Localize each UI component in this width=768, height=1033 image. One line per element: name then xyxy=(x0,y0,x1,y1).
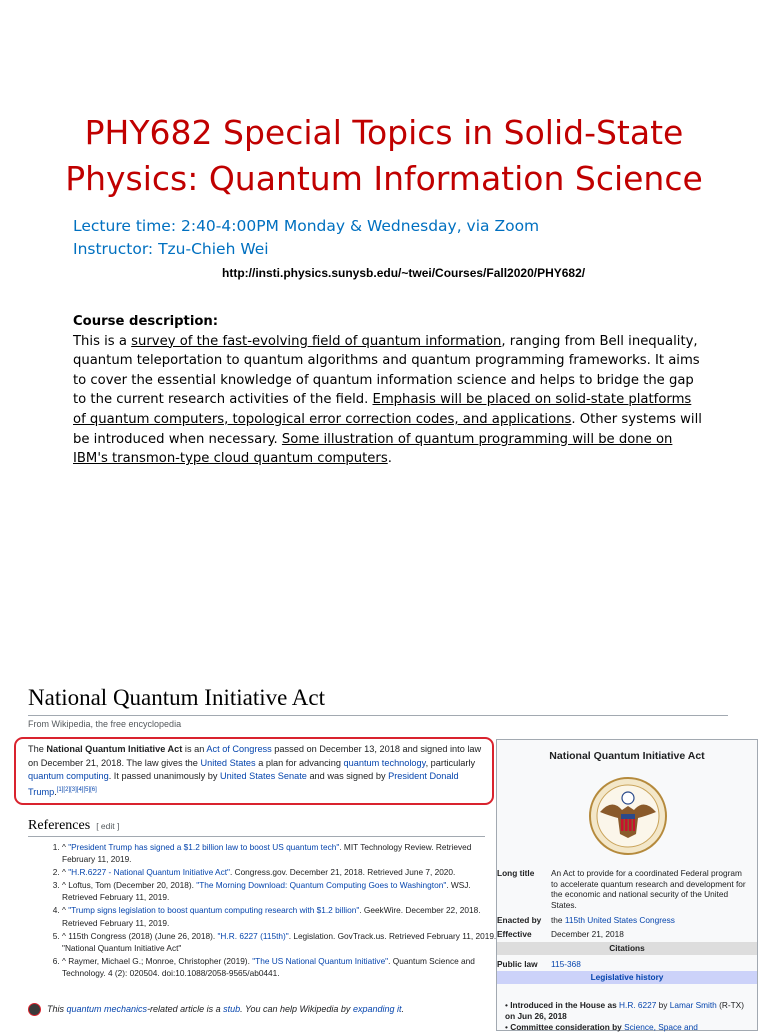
ref-text: ^ xyxy=(62,867,69,878)
history-text: on Jun 26, 2018 xyxy=(505,1011,567,1021)
lead-text: , particularly xyxy=(425,757,476,768)
wiki-lead-paragraph xyxy=(28,743,482,799)
reference-item xyxy=(62,879,502,903)
stub-text: This xyxy=(47,1003,67,1014)
history-item: • Introduced in the House as H.R. 6227 by Lamar Smith (R-TX) on Jun 26, 2018 xyxy=(505,1000,744,1021)
infobox-label: Enacted by xyxy=(497,915,542,925)
history-text: Introduced in the House as xyxy=(510,1000,620,1010)
references-edit-link[interactable]: [ edit ] xyxy=(96,821,120,831)
history-text: Committee consideration by xyxy=(510,1022,625,1032)
reference-item xyxy=(62,955,502,979)
link-us-senate[interactable]: United States Senate xyxy=(220,771,307,781)
infobox-value xyxy=(551,915,751,926)
ref-text: . Quantum Science and Technology. 4 (2): 020504. doi:10.1088/2058-9565/ab0441. xyxy=(62,955,475,978)
reference-item xyxy=(62,866,502,878)
ref-text: . WSJ. Retrieved February 11, 2019. xyxy=(62,880,471,903)
reference-item xyxy=(62,841,502,865)
reference-item xyxy=(62,904,502,928)
infobox-citations-band: Citations xyxy=(497,942,757,955)
course-description-body xyxy=(73,332,703,469)
link-act-of-congress[interactable]: Act of Congress xyxy=(206,744,272,754)
citation-links[interactable]: [1][2][3][4][5][6] xyxy=(56,786,97,793)
lecture-time: Lecture time: 2:40-4:00PM Monday & Wednesday, via Zoom xyxy=(73,217,540,235)
desc-underlined: Some illustration of quantum programming will be done on IBM's transmon-type cloud quantum computers xyxy=(73,431,673,467)
stub-text: . You can help Wikipedia by xyxy=(240,1003,353,1014)
infobox-value: December 21, 2018 xyxy=(551,929,624,939)
ref-text: ^ Raymer, Michael G.; Monroe, Christopher (2019). xyxy=(62,955,253,966)
wiki-article-title: National Quantum Initiative Act xyxy=(28,685,326,710)
ref-link[interactable]: "H.R. 6227 (115th)" xyxy=(217,930,289,941)
desc-text: . xyxy=(387,451,392,467)
link-expanding-it[interactable]: expanding it xyxy=(352,1003,402,1014)
lead-text: is an xyxy=(182,744,207,754)
ref-link[interactable]: "The US National Quantum Initiative" xyxy=(252,955,389,966)
quantum-mechanics-icon xyxy=(28,1003,41,1016)
ref-text: ^ xyxy=(62,842,69,852)
stub-text: -related article is a xyxy=(147,1003,224,1014)
ref-text: ^ xyxy=(62,905,69,916)
wiki-from-line: From Wikipedia, the free encyclopedia xyxy=(28,719,182,729)
link-public-law[interactable]: 115-368 xyxy=(551,959,581,969)
desc-underlined: survey of the fast-evolving field of quantum information xyxy=(131,333,502,349)
infobox-label: Effective xyxy=(497,929,532,939)
link-quantum-mechanics[interactable]: quantum mechanics xyxy=(66,1003,148,1014)
desc-text: This is a xyxy=(73,333,132,349)
link-quantum-technology[interactable]: quantum technology xyxy=(343,757,426,768)
course-url[interactable]: http://insti.physics.sunysb.edu/~twei/Courses/Fall2020/PHY682/ xyxy=(222,266,586,280)
lead-text: . It passed unanimously by xyxy=(108,771,221,781)
slide-title-line2: Physics: Quantum Information Science xyxy=(65,159,703,198)
references-list xyxy=(48,841,502,980)
lead-text: a plan for advancing xyxy=(255,757,344,768)
link-president-trump[interactable]: President Donald Trump xyxy=(28,771,459,797)
lead-bold: National Quantum Initiative Act xyxy=(46,744,183,754)
ref-text: . Congress.gov. December 21, 2018. Retrieved June 7, 2020. xyxy=(229,867,456,878)
infobox-text: the xyxy=(551,915,565,925)
references-heading xyxy=(28,818,119,834)
link-quantum-computing[interactable]: quantum computing xyxy=(28,771,109,781)
wikipedia-screenshot xyxy=(26,683,768,1032)
instructor: Instructor: Tzu-Chieh Wei xyxy=(73,240,269,258)
link-lamar-smith[interactable]: Lamar Smith xyxy=(669,1000,717,1010)
link-science-space[interactable]: Science, Space and xyxy=(624,1022,698,1032)
ref-text: ^ 115th Congress (2018) (June 26, 2018). xyxy=(62,930,218,941)
slide-title-line1: PHY682 Special Topics in Solid-State xyxy=(84,113,684,152)
course-meta xyxy=(73,215,539,261)
desc-text: . Other systems will be introduced when necessary. xyxy=(73,411,702,447)
ref-link[interactable]: "H.R.6227 - National Quantum Initiative Act" xyxy=(68,867,230,878)
history-text: (R-TX) xyxy=(716,1000,744,1010)
stub-text: . xyxy=(401,1003,404,1014)
history-text: by xyxy=(656,1000,670,1010)
course-description-heading: Course description: xyxy=(73,314,219,329)
great-seal-icon xyxy=(588,776,668,856)
desc-underlined: Emphasis will be placed on solid-state platforms of quantum computers, topological error correction codes, and applications xyxy=(73,392,692,427)
lead-text: . xyxy=(54,786,57,797)
ref-link[interactable]: "The Morning Download: Quantum Computing Goes to Washington" xyxy=(196,880,447,891)
history-item: • Committee consideration by Science, Space and xyxy=(505,1022,698,1032)
wiki-infobox xyxy=(496,739,758,1031)
infobox-value: An Act to provide for a coordinated Federal program to accelerate quantum research and development for the economic and national security of the United States. xyxy=(551,868,746,910)
lead-text: The xyxy=(28,744,47,754)
link-115th-congress[interactable]: 115th United States Congress xyxy=(564,915,675,925)
wiki-title-divider xyxy=(28,715,728,716)
infobox-legislative-history-band[interactable]: Legislative history xyxy=(497,971,757,984)
link-stub[interactable]: stub xyxy=(223,1003,241,1014)
desc-text: , ranging from Bell inequality, quantum teleportation to quantum algorithms and quantum programming frameworks. It aims to cover the essential knowledge of quantum information science and helps to bridge the gap to the current research activities of the field. xyxy=(73,333,700,408)
ref-text: . GeekWire. December 22, 2018. Retrieved February 11, 2019. xyxy=(62,905,481,928)
infobox-label: Public law xyxy=(497,959,538,969)
ref-link[interactable]: "Trump signs legislation to boost quantum computing research with $1.2 billion" xyxy=(68,905,360,916)
lead-text: and was signed by xyxy=(306,771,389,781)
lead-text: passed on December 13, 2018 and signed into law on December 21, 2018. The law gives the xyxy=(28,744,482,768)
ref-link[interactable]: "President Trump has signed a $1.2 billion law to boost US quantum tech" xyxy=(68,842,340,852)
ref-text: ^ Loftus, Tom (December 20, 2018). xyxy=(62,880,197,891)
course-description xyxy=(73,312,703,469)
references-heading-text: References xyxy=(28,818,91,833)
ref-text: . Legislation. GovTrack.us. Retrieved February 11, 2019. "National Quantum Initiative Act" xyxy=(62,930,497,953)
infobox-label: Long title xyxy=(497,868,535,878)
slide-title xyxy=(0,110,768,202)
infobox-title: National Quantum Initiative Act xyxy=(549,750,705,762)
references-divider xyxy=(28,836,485,837)
stub-notice xyxy=(28,1003,404,1016)
ref-text: . MIT Technology Review. Retrieved February 11, 2019. xyxy=(62,842,472,865)
reference-item xyxy=(62,930,502,954)
link-hr-6227[interactable]: H.R. 6227 xyxy=(619,1000,657,1010)
legislative-history-list xyxy=(505,1000,755,1033)
link-united-states[interactable]: United States xyxy=(200,757,256,768)
